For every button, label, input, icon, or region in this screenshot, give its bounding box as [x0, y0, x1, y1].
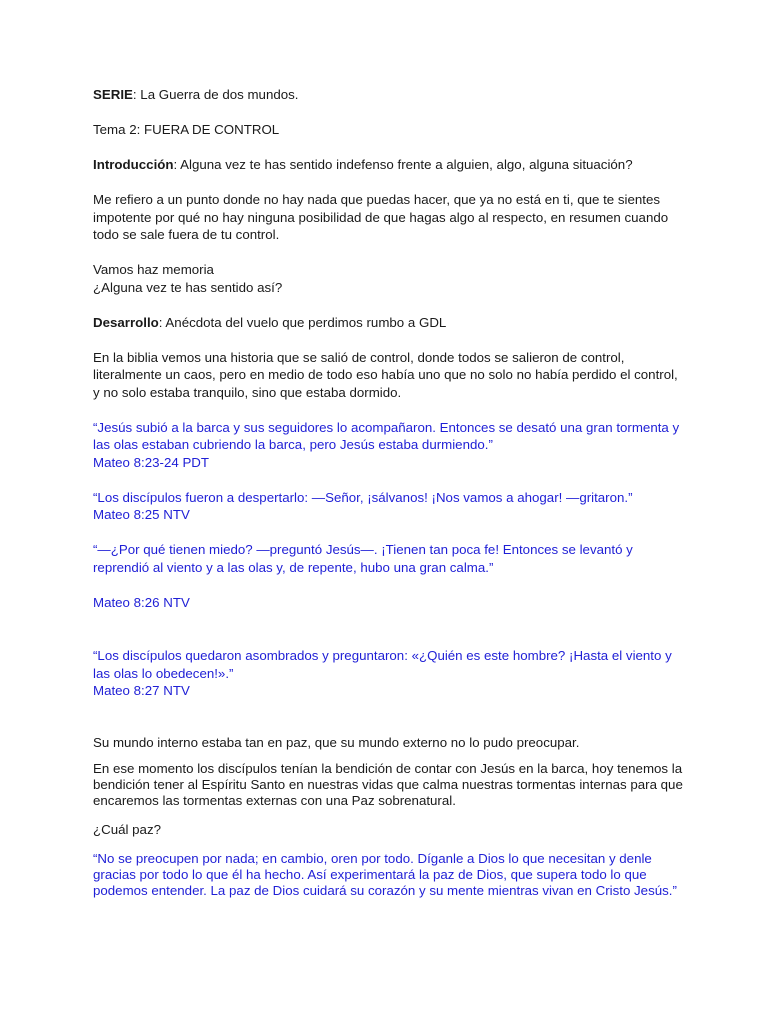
scripture-ref-4: Mateo 8:27 NTV	[93, 683, 190, 698]
tema-line: Tema 2: FUERA DE CONTROL	[93, 122, 280, 137]
serie-text: : La Guerra de dos mundos.	[132, 87, 299, 102]
scripture-quote-1: “Jesús subió a la barca y sus seguidores lo acompañaron. Entonces se desató una gran tormenta y las olas estaban cubriendo la barca, pero Jesús estaba durmiendo.”	[93, 419, 680, 452]
refiero-paragraph: Me refiero a un punto donde no hay nada que puedas hacer, que ya no está en ti, que te sientes impotente por qué no hay ninguna posibilidad de que hagas algo al respecto, en resumen cuando todo se sale fuera de tu control.	[93, 192, 669, 242]
intro-label: Introducción	[93, 157, 174, 172]
intro-line	[93, 156, 683, 174]
scripture-quote-2: “Los discípulos fueron a despertarlo: —Señor, ¡sálvanos! ¡Nos vamos a ahogar! —gritaron.”	[93, 489, 633, 505]
desarrollo-label: Desarrollo	[93, 314, 159, 330]
scripture-ref-3: Mateo 8:26 NTV	[93, 594, 190, 610]
intro-text: : Alguna vez te has sentido indefenso frente a alguien, algo, alguna situación?	[173, 157, 633, 172]
cual-paz-line: ¿Cuál paz?	[93, 822, 161, 837]
scripture-quote-4: “Los discípulos quedaron asombrados y preguntaron: «¿Quién es este hombre? ¡Hasta el viento y las olas lo obedecen!».”	[93, 648, 672, 681]
serie-line	[93, 86, 683, 104]
mundo-paragraph: Su mundo interno estaba tan en paz, que su mundo externo no lo pudo preocupar.	[93, 734, 580, 750]
biblia-paragraph: En la biblia vemos una historia que se salió de control, donde todos se salieron de control, literalmente un caos, pero en medio de todo eso había uno que no solo no había perdido el control, y no solo estaba tranquilo, sino que estaba dormido.	[93, 349, 678, 400]
memoria-line-2: ¿Alguna vez te has sentido así?	[93, 279, 283, 295]
desarrollo-text: : Anécdota del vuelo que perdimos rumbo a GDL	[158, 314, 447, 330]
scripture-ref-2: Mateo 8:25 NTV	[93, 507, 190, 522]
document-page	[93, 86, 683, 899]
scripture-quote-5: “No se preocupen por nada; en cambio, oren por todo. Díganle a Dios lo que necesitan y denle gracias por todo lo que él ha hecho. Así experimentará la paz de Dios, que supera todo lo que podemos entender. La paz de Dios cuidará su corazón y su mente mientras vivan en Cristo Jesús.”	[93, 850, 677, 898]
desarrollo-line	[93, 314, 683, 332]
memoria-line-1: Vamos haz memoria	[93, 262, 214, 277]
serie-label: SERIE	[93, 87, 133, 102]
scripture-quote-3: “—¿Por qué tienen miedo? —preguntó Jesús—. ¡Tienen tan poca fe! Entonces se levantó y reprendió al viento y a las olas y, de repente, hubo una gran calma.”	[93, 542, 633, 575]
momento-paragraph: En ese momento los discípulos tenían la bendición de contar con Jesús en la barca, hoy tenemos la bendición tener al Espíritu Santo en nuestras vidas que calma nuestras tormentas internas para que encaremos las tormentas externas con una Paz sobrenatural.	[93, 761, 683, 808]
scripture-ref-1: Mateo 8:23-24 PDT	[93, 454, 210, 470]
